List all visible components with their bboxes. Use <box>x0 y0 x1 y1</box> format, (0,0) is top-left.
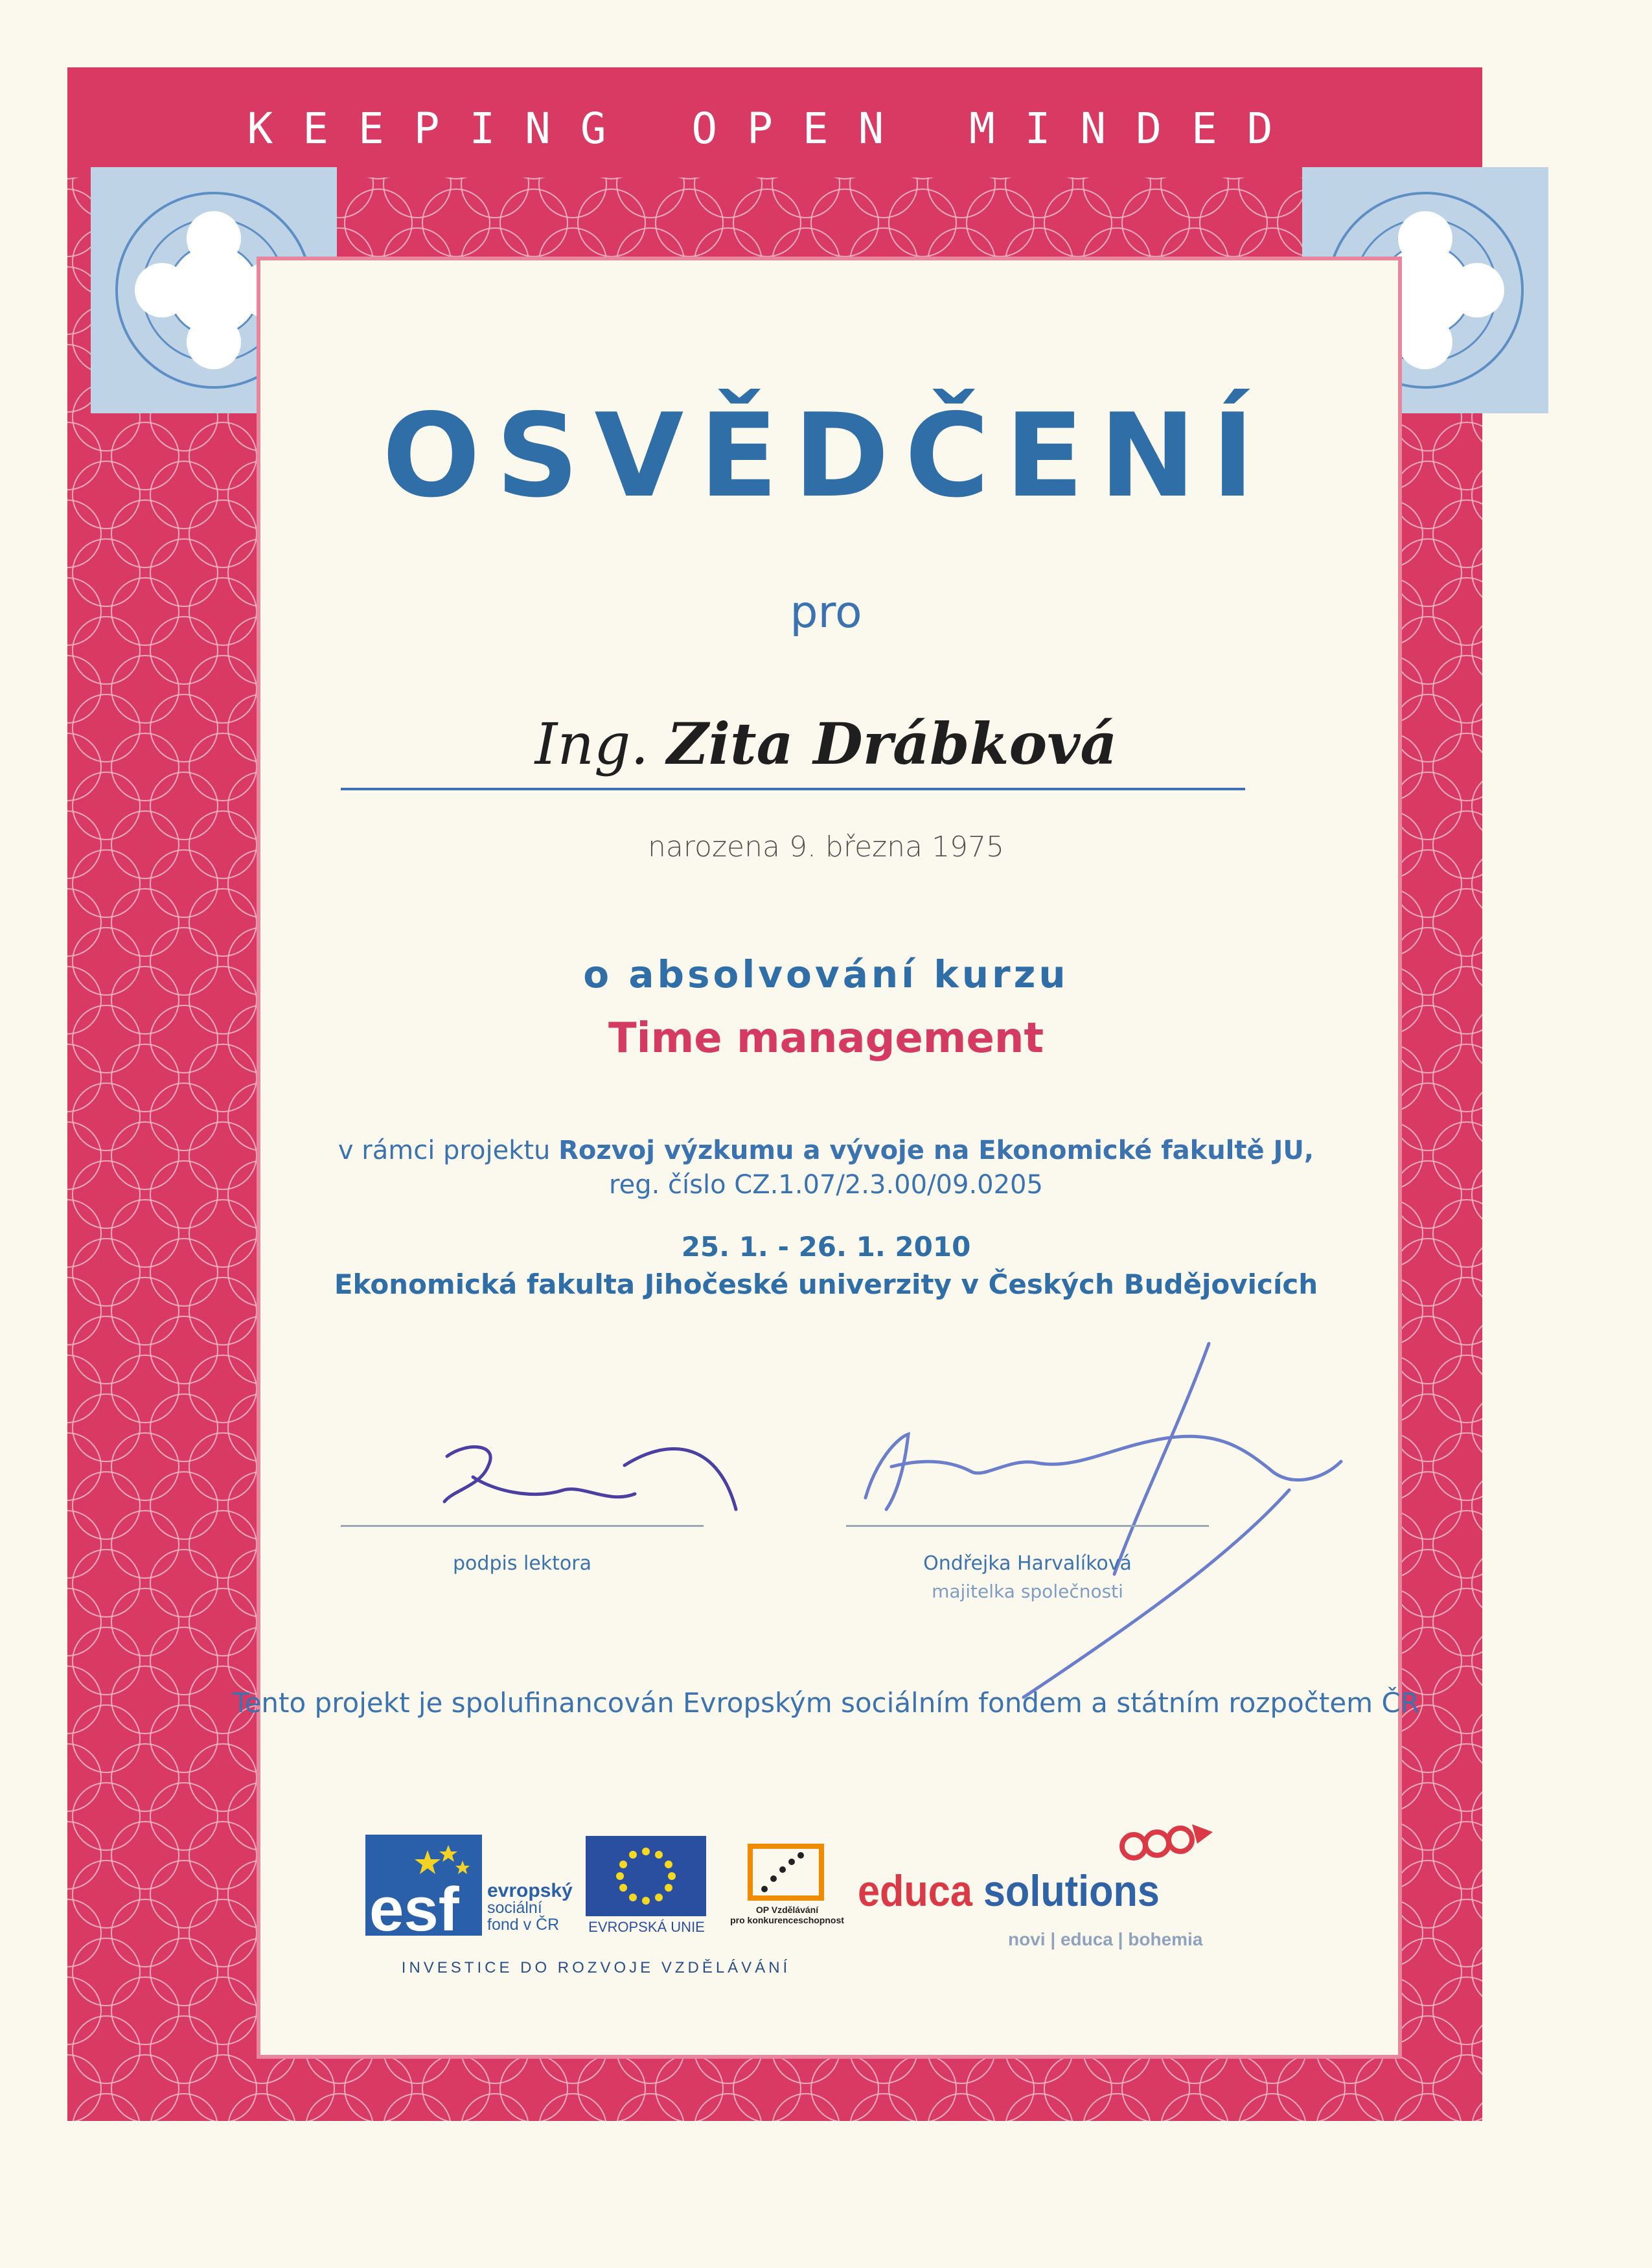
investice-caption: INVESTICE DO ROZVOJE VZDĚLÁVÁNÍ <box>401 1959 791 1976</box>
project-name: Rozvoj výzkumu a vývoje na Ekonomické fakultě JU, <box>558 1136 1314 1165</box>
owner-name: Ondřejka Harvalíková <box>923 1552 1132 1575</box>
recipient-degree: Ing. <box>534 711 649 777</box>
funding-note: Tento projekt je spolufinancován Evropským sociálním fondem a státním rozpočtem ČR <box>233 1687 1419 1719</box>
motto-banner: KEEPING OPEN MINDED <box>247 103 1303 154</box>
name-underline <box>341 788 1245 790</box>
owner-signature-line <box>846 1525 1209 1527</box>
owner-title: majitelka společnosti <box>932 1581 1123 1602</box>
recipient-name <box>0 710 1652 777</box>
op-label-line-1: OP Vzdělávání <box>755 1905 819 1915</box>
educa-tagline: novi | educa | bohemia <box>1008 1929 1203 1949</box>
educa-swirl-icon <box>1114 1818 1218 1867</box>
op-label <box>726 1905 849 1925</box>
eu-label: EVROPSKÁ UNIE <box>588 1919 705 1935</box>
educa-solutions-logo <box>858 1866 1160 1916</box>
esf-line-3: fond v ČR <box>487 1916 560 1934</box>
esf-caption <box>487 1880 573 1934</box>
esf-line-2: sociální <box>487 1899 542 1917</box>
lecturer-signature-line <box>341 1525 704 1527</box>
registration-number: reg. číslo CZ.1.07/2.3.00/09.0205 <box>609 1170 1043 1200</box>
birth-date: narozena 9. března 1975 <box>648 830 1004 864</box>
eu-flag-icon <box>586 1836 706 1916</box>
lecturer-label: podpis lektora <box>453 1552 591 1575</box>
esf-line-1: evropský <box>487 1880 573 1901</box>
op-label-line-2: pro konkurenceschopnost <box>730 1915 844 1925</box>
course-name: Time management <box>608 1014 1044 1062</box>
solutions-word: solutions <box>983 1866 1160 1916</box>
course-venue: Ekonomická fakulta Jihočeské univerzity v Českých Budějovicích <box>334 1268 1318 1300</box>
educa-word: educa <box>858 1866 972 1916</box>
for-label: pro <box>790 587 862 638</box>
esf-logo-text: esf <box>369 1875 459 1936</box>
certificate-title: OSVĚDČENÍ <box>382 389 1270 523</box>
completion-label: o absolvování kurzu <box>583 952 1069 996</box>
recipient-full-name: Zita Drábková <box>667 710 1118 777</box>
eu-stars-icon <box>586 1836 706 1916</box>
esf-logo <box>365 1835 482 1936</box>
project-prefix: v rámci projektu <box>338 1136 551 1165</box>
op-vzdelavani-logo-icon <box>745 1840 829 1905</box>
course-dates: 25. 1. - 26. 1. 2010 <box>681 1231 971 1263</box>
esf-stars-icon <box>365 1835 482 1936</box>
project-line <box>0 1131 1652 1170</box>
